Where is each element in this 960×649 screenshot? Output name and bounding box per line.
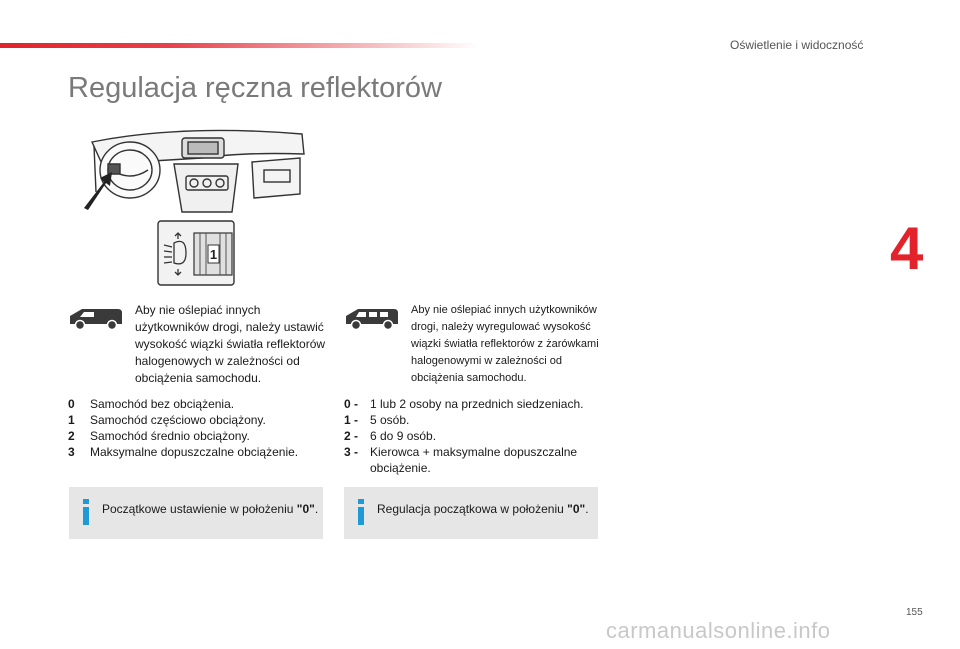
watermark: carmanualsonline.info bbox=[606, 618, 831, 643]
info-box-left bbox=[69, 487, 323, 539]
headlamp-adjuster-illustration bbox=[156, 219, 236, 287]
note-right: Aby nie oślepiać innych użytkowników drogi, należy wyregulować wysokość wiązki światła reflektorów z żarówkami halogenowymi w zależności od obciążenia samochodu. bbox=[411, 304, 599, 384]
info-icon bbox=[79, 497, 93, 527]
load-list-left bbox=[68, 396, 318, 460]
info-text: Początkowe ustawienie w położeniu "0". bbox=[102, 502, 319, 516]
list-item: 3 Maksymalne dopuszczalne obciążenie. bbox=[68, 445, 299, 459]
list-item: 2 - 6 do 9 osób. bbox=[344, 429, 437, 443]
info-text: Regulacja początkowa w położeniu "0". bbox=[377, 502, 589, 516]
list-item: 1 - 5 osób. bbox=[344, 413, 410, 427]
page-title: Regulacja ręczna reflektorów bbox=[68, 72, 442, 104]
van-passenger-icon bbox=[344, 306, 400, 332]
knob-position-label: 1 bbox=[209, 247, 218, 262]
van-short-icon bbox=[68, 306, 124, 332]
info-box-right bbox=[344, 487, 598, 539]
info-icon bbox=[354, 497, 368, 527]
page-number: 155 bbox=[906, 607, 923, 618]
header-red-bar bbox=[0, 43, 480, 48]
load-list-right bbox=[344, 396, 594, 476]
section-title: Oświetlenie i widoczność bbox=[730, 38, 864, 52]
dashboard-illustration bbox=[82, 124, 314, 216]
list-item: 0 - 1 lub 2 osoby na przednich siedzeniach. bbox=[344, 397, 584, 411]
list-item: 0 Samochód bez obciążenia. bbox=[68, 397, 235, 411]
note-left: Aby nie oślepiać innych użytkowników drogi, należy ustawić wysokość wiązki światła reflektorów halogenowych w zależności od obciążenia samochodu. bbox=[135, 303, 326, 385]
list-item: 3 - Kierowca + maksymalne dopuszczalne obciążenie. bbox=[344, 445, 578, 475]
list-item: 1 Samochód częściowo obciążony. bbox=[68, 413, 266, 427]
list-item: 2 Samochód średnio obciążony. bbox=[68, 429, 250, 443]
chapter-number: 4 bbox=[890, 215, 924, 282]
